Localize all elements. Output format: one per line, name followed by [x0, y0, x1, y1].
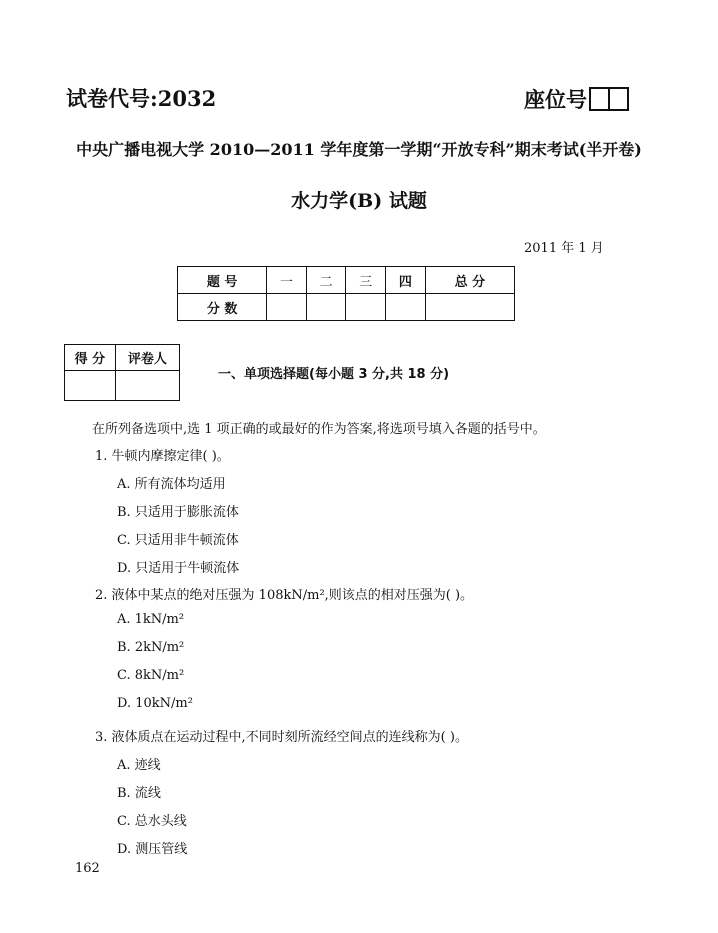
question-2-option-a: A. 1kN/m²: [117, 612, 185, 627]
question-3-option-b: B. 流线: [117, 786, 161, 801]
grader-table-header-row: [65, 345, 180, 371]
grader-score-label: 得 分: [65, 345, 116, 371]
question-3-option-c: C. 总水头线: [117, 814, 187, 829]
score-table-header: 三: [346, 267, 386, 294]
seat-number-field: [524, 84, 629, 114]
question-1-option-a: A. 所有流体均适用: [117, 477, 226, 492]
seat-number-box: [589, 87, 629, 111]
score-table: [177, 266, 515, 321]
score-table-header: 一: [267, 267, 307, 294]
question-1-option-d: D. 只适用于牛顿流体: [117, 561, 240, 576]
score-cell: [386, 294, 426, 321]
section-one-title: 一、单项选择题(每小题 3 分,共 18 分): [218, 367, 450, 382]
score-cell: [267, 294, 307, 321]
score-table-header: 四: [386, 267, 426, 294]
grader-score-cell: [65, 371, 116, 401]
university-title: 中央广播电视大学 2010—2011 学年度第一学期“开放专科”期末考试(半开卷): [76, 140, 642, 159]
grader-name-cell: [115, 371, 179, 401]
exam-code: 试卷代号:2032: [66, 86, 217, 111]
question-1-option-c: C. 只适用非牛顿流体: [117, 533, 239, 548]
question-2: 2. 液体中某点的绝对压强为 108kN/m²,则该点的相对压强为( )。: [95, 588, 474, 603]
subject-title: 水力学(B) 试题: [291, 190, 427, 212]
score-table-header-row: [178, 267, 515, 294]
question-2-option-b: B. 2kN/m²: [117, 640, 185, 655]
score-table-score-row: [178, 294, 515, 321]
score-cell: [306, 294, 346, 321]
question-2-option-c: C. 8kN/m²: [117, 668, 185, 683]
exam-date: 2011 年 1 月: [524, 241, 604, 256]
question-2-option-d: D. 10kN/m²: [117, 696, 193, 711]
question-3: 3. 液体质点在运动过程中,不同时刻所流经空间点的连线称为( )。: [95, 730, 468, 745]
seat-number-label: 座位号: [524, 87, 587, 112]
grader-table-blank-row: [65, 371, 180, 401]
score-row-label: 分 数: [178, 294, 267, 321]
question-1-option-b: B. 只适用于膨胀流体: [117, 505, 239, 520]
page-number: 162: [75, 861, 100, 876]
score-cell: [425, 294, 514, 321]
grader-table: [64, 344, 180, 401]
section-instructions: 在所列备选项中,选 1 项正确的或最好的作为答案,将选项号填入各题的括号中。: [92, 422, 546, 437]
score-cell: [346, 294, 386, 321]
score-table-header: 二: [306, 267, 346, 294]
grader-name-label: 评卷人: [115, 345, 179, 371]
question-3-option-d: D. 测压管线: [117, 842, 188, 857]
score-table-header: 题 号: [178, 267, 267, 294]
question-1: 1. 牛顿内摩擦定律( )。: [95, 449, 230, 464]
question-3-option-a: A. 迹线: [117, 758, 161, 773]
score-table-header: 总 分: [425, 267, 514, 294]
